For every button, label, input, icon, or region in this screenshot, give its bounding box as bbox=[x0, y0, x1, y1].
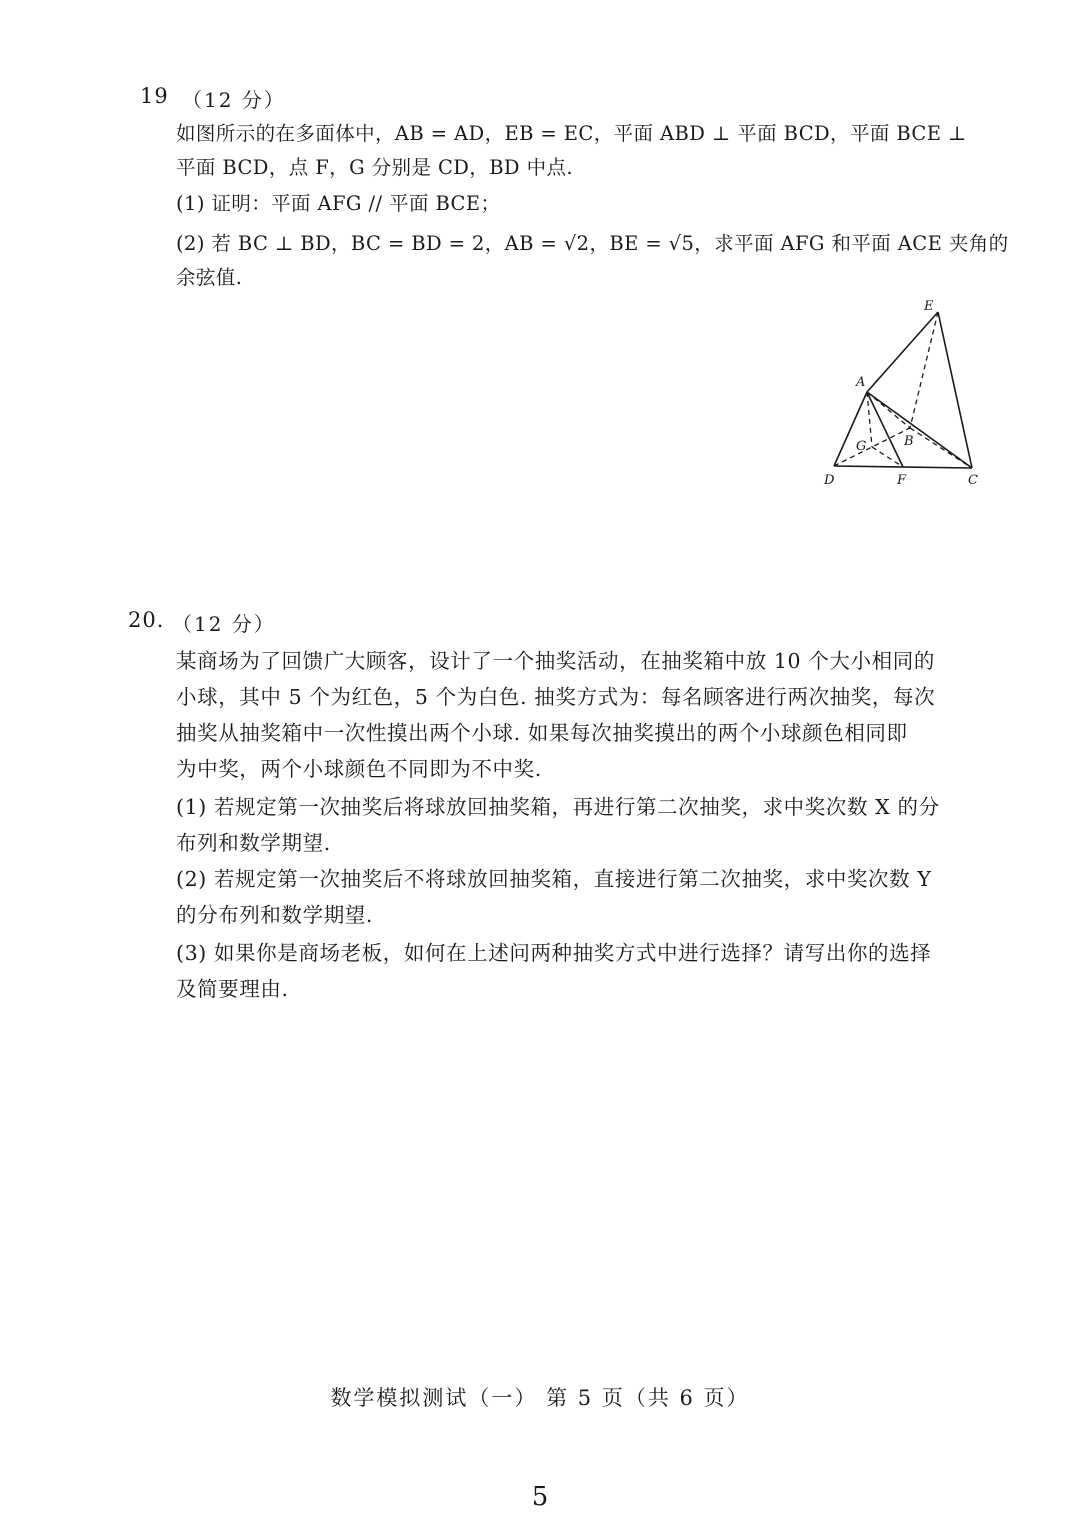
question-score: （12 分） bbox=[172, 612, 276, 636]
question-text-line: 布列和数学期望. bbox=[176, 831, 331, 855]
sub-question-2: (2) 若规定第一次抽奖后不将球放回抽奖箱，直接进行第二次抽奖，求中奖次数 Y bbox=[176, 867, 932, 891]
question-text-line: 及简要理由. bbox=[176, 977, 289, 1001]
question-text-line: 为中奖，两个小球颜色不同即为不中奖. bbox=[176, 757, 542, 781]
page-footer: 数学模拟测试（一） 第 5 页（共 6 页） bbox=[330, 1386, 750, 1410]
question-text-line: 抽奖从抽奖箱中一次性摸出两个小球. 如果每次抽奖摸出的两个小球颜色相同即 bbox=[176, 721, 908, 745]
edge-AF bbox=[867, 392, 903, 467]
label-C: C bbox=[968, 473, 978, 488]
sub-question-3: (3) 如果你是商场老板，如何在上述问两种抽奖方式中进行选择？请写出你的选择 bbox=[176, 941, 932, 965]
label-D: D bbox=[824, 473, 835, 488]
label-E: E bbox=[924, 299, 934, 314]
question-text-line: 的分布列和数学期望. bbox=[176, 903, 374, 927]
question-text-line: 小球，其中 5 个为红色，5 个为白色. 抽奖方式为：每名顾客进行两次抽奖，每次 bbox=[176, 685, 936, 709]
edge-EB bbox=[910, 312, 938, 428]
question-text-line: 余弦值. bbox=[176, 266, 243, 289]
edge-AC bbox=[867, 392, 972, 468]
label-B: B bbox=[904, 434, 914, 449]
question-number: 20. bbox=[128, 608, 165, 632]
question-number: 19 bbox=[140, 84, 169, 108]
label-F: F bbox=[897, 473, 907, 488]
question-text-line: 如图所示的在多面体中，AB = AD，EB = EC，平面 ABD ⊥ 平面 BCD，平面 BCE ⊥ bbox=[176, 122, 967, 145]
question-score: （12 分） bbox=[182, 88, 286, 112]
sub-question-1: (1) 若规定第一次抽奖后将球放回抽奖箱，再进行第二次抽奖，求中奖次数 X 的分 bbox=[176, 795, 940, 819]
label-A: A bbox=[856, 375, 866, 390]
edge-AD bbox=[834, 392, 867, 466]
edge-EC bbox=[938, 312, 972, 468]
page-number: 5 bbox=[531, 1482, 549, 1512]
sub-question-2: (2) 若 BC ⊥ BD，BC = BD = 2，AB = √2，BE = √5，求平面 AFG 和平面 ACE 夹角的 bbox=[176, 232, 1009, 255]
sub-question-1: (1) 证明：平面 AFG // 平面 BCE； bbox=[176, 192, 501, 215]
question-text-line: 某商场为了回馈广大顾客，设计了一个抽奖活动，在抽奖箱中放 10 个大小相同的 bbox=[176, 649, 935, 673]
label-G: G bbox=[856, 439, 867, 454]
edge-AE bbox=[867, 312, 938, 392]
question-text-line: 平面 BCD，点 F，G 分别是 CD，BD 中点. bbox=[176, 156, 573, 179]
polyhedron-figure bbox=[812, 292, 992, 492]
